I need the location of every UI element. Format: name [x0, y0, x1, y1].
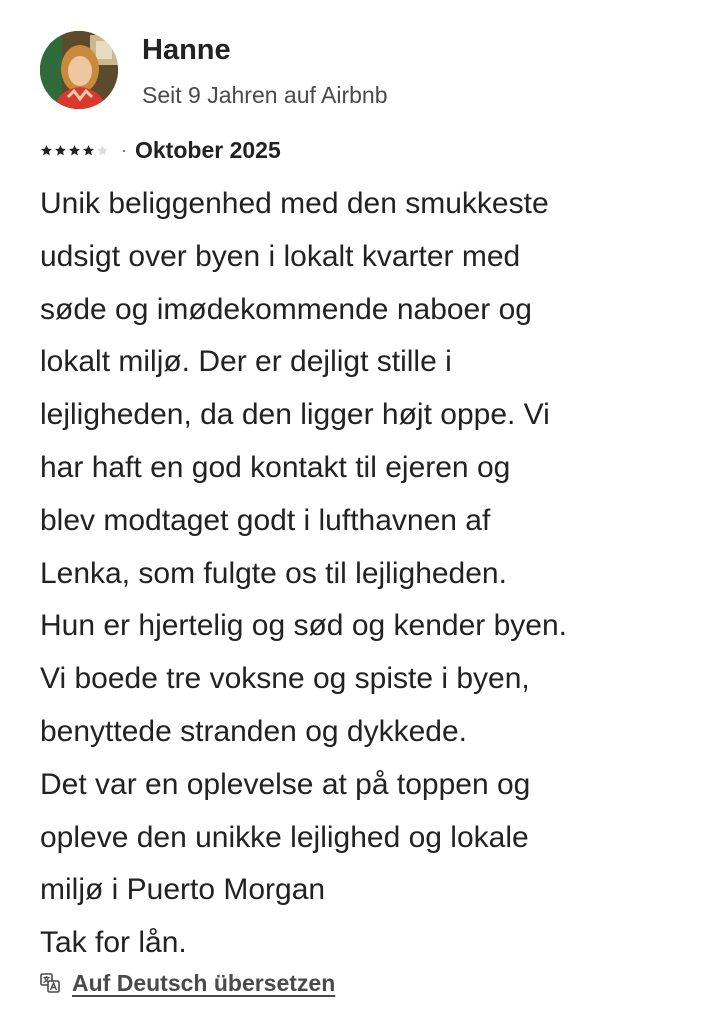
meta-separator: · [121, 139, 127, 160]
review-line: Lenka, som fulgte os til lejligheden. [40, 556, 507, 590]
review-line: har haft en god kontakt til ejeren og [40, 450, 511, 484]
avatar-photo [40, 31, 118, 109]
review-line: søde og imødekommende naboer og [40, 292, 532, 326]
review-line: Vi boede tre voksne og spiste i byen, [40, 662, 530, 696]
review-line: opleve den unikke lejlighed og lokale [40, 820, 529, 854]
reviewer-name: Hanne [142, 34, 231, 66]
translate-icon [40, 973, 60, 993]
review-line: blev modtaget godt i lufthavnen af [40, 503, 491, 537]
review-line: udsigt over byen i lokalt kvarter med [40, 239, 521, 273]
star-rating [40, 144, 109, 157]
review-line: Unik beliggenhed med den smukkeste [40, 187, 549, 220]
review-date: Oktober 2025 [135, 136, 281, 163]
avatar[interactable] [40, 31, 118, 109]
review-line: miljø i Puerto Morgan [40, 873, 326, 907]
star-empty-icon [96, 144, 109, 157]
translate-button[interactable] [40, 965, 335, 1001]
star-filled-icon [68, 144, 81, 157]
review-line: benyttede stranden og dykkede. [40, 714, 467, 748]
star-filled-icon [82, 144, 95, 157]
review-line: lokalt miljø. Der er dejligt stille i [40, 345, 452, 379]
star-filled-icon [54, 144, 67, 157]
review-meta [40, 134, 281, 166]
review-text [40, 178, 690, 970]
review-line: Tak for lån. [40, 926, 187, 960]
reviewer-since: Seit 9 Jahren auf Airbnb [142, 82, 388, 108]
review-line: lejligheden, da den ligger højt oppe. Vi [40, 398, 550, 432]
review-line: Hun er hjertelig og sød og kender byen. [40, 609, 567, 643]
translate-link[interactable]: Auf Deutsch übersetzen [72, 969, 336, 996]
star-filled-icon [40, 144, 53, 157]
review-line: Det var en oplevelse at på toppen og [40, 767, 531, 801]
